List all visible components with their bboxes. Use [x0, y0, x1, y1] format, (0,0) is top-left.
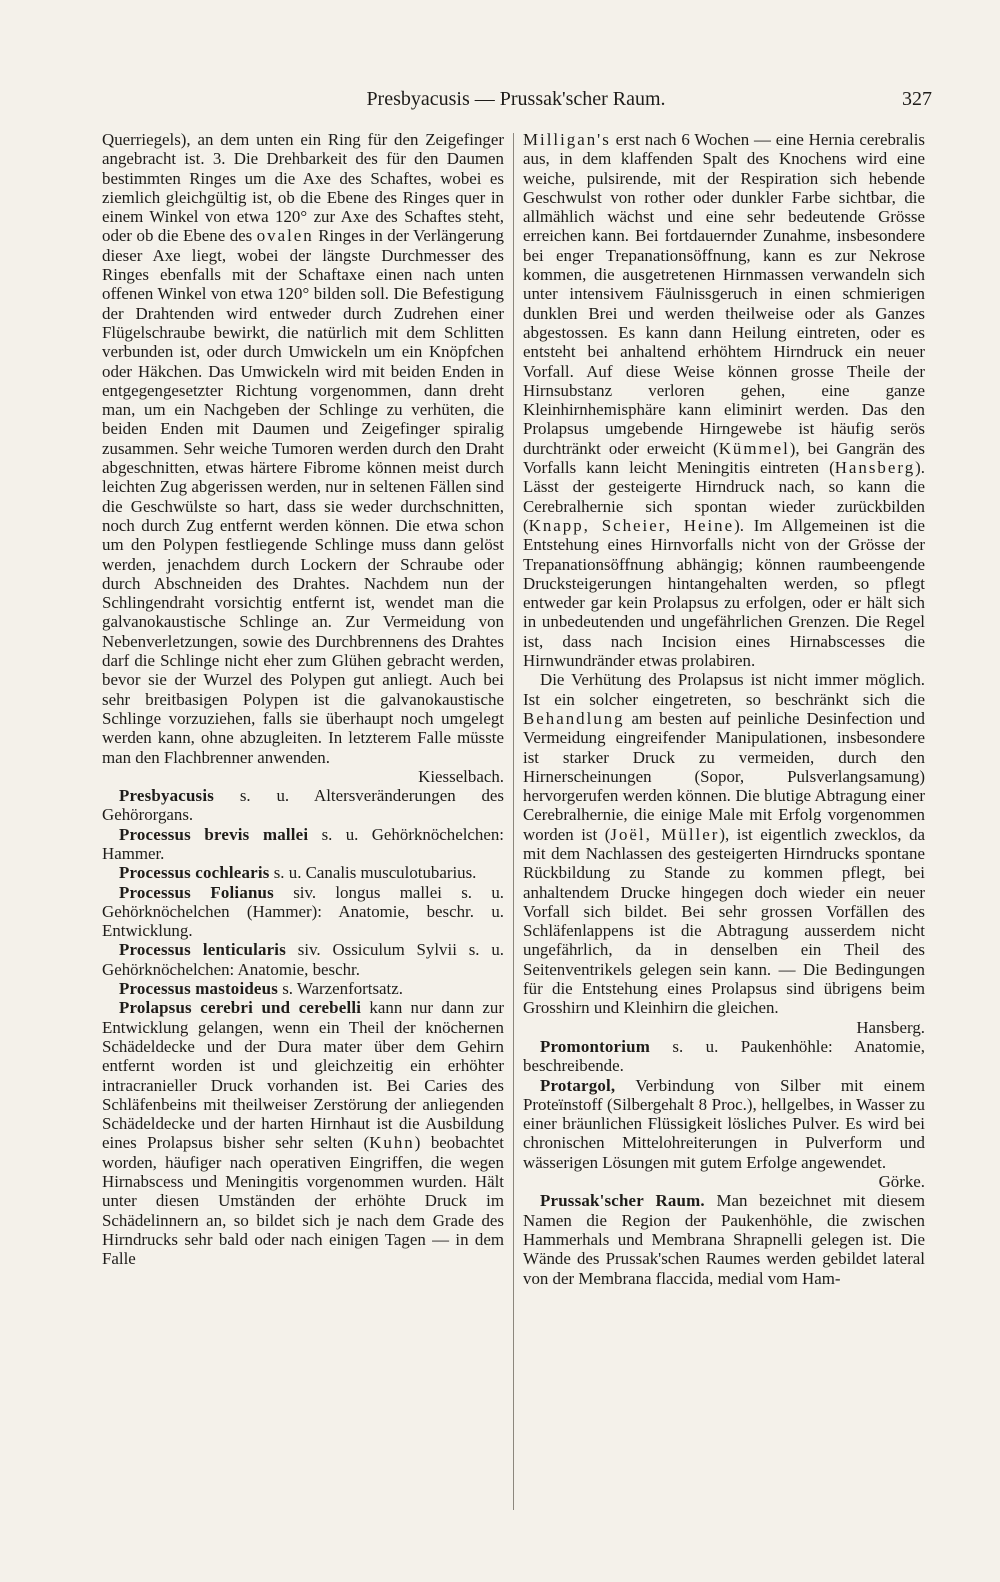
headword: Promontorium	[540, 1036, 650, 1056]
entry-text: Man bezeichnet mit diesem Namen die Region der Paukenhöhle, die zwischen Hammerhals und Membrana Shrapnelli gelegen ist. Die Wände des Prussak'schen Raumes werden gebildet lateral von der Membrana flaccida, medial vom Ham-	[523, 1191, 925, 1288]
headword: Prolapsus cerebri und cerebelli	[119, 998, 362, 1018]
running-title: Presbyacusis — Prussak'scher Raum.	[366, 88, 666, 110]
author-signature: Hansberg.	[856, 1017, 925, 1037]
headword: Protargol,	[540, 1075, 616, 1095]
body-text: Die Verhütung des Prolapsus ist nicht immer möglich. Ist ein solcher eingetreten, so beschränkt sich die	[523, 670, 925, 709]
body-text: am besten auf peinliche Desinfection und Vermeidung eingreifender Manipulationen, insbesondere ist starker Druck zu vermeiden, durch den Hirnerscheinungen (Sopor, Pulsverlangsamung) hervorgerufen werden können. Die blutige Abtragung einer Cerebralhernie, die einige Male mit Erfolg vorgenommen worden ist (	[523, 708, 925, 844]
body-text: Ringes in der Verlängerung dieser Axe liegt, wobei der längste Durchmesser des Ringes ebenfalls mit der Schaftaxe einen nach unten offenen Winkel von etwa 120° bilden soll. Die Befestigung der Drahtenden wird entweder durch Zudrehen einer Flügelschraube bewirkt, die natürlich mit dem Schlitten verbunden ist, oder durch Umwickeln um ein Knöpfchen oder Häkchen. Das Umwickeln wird mit beiden Enden in entgegengesetzter Richtung vorgenommen, dann dreht man, um ein Nachgeben der Schlinge zu verhüten, die beiden Enden mit Daumen und Zeigefinger spiralig zusammen. Sehr weiche Tumoren werden durch den Draht abgeschnitten, etwas härtere Fibrome können meist durch leichten Zug abgerissen werden, nur in seltenen Fällen sind die Geschwülste so hart, dass sie weder durchschnitten, noch durch Zug entfernt werden können. Die etwa schon um den Polypen festliegende Schlinge muss dann gelöst werden, jenachdem durch Lockern der Schraube oder durch Abschneiden des Drahtes. Nachdem nun der Schlingendraht vorsichtig entfernt ist, wendet man die galvanokaustische Schlinge an. Zur Vermeidung von Nebenverletzungen, sowie des Durchbrennens des Drahtes darf die Schlinge nicht eher zum Glühen gebracht werden, bevor sie der Wurzel des Polypen gut anliegt. Auch bei sehr breitbasigen Polypen ist die galvanokaustische Schlinge vorzuziehen, falls sie überhaupt noch umgelegt werden kann, ohne abzugleiten. In letzterem Falle müsste man den Flachbrenner anwenden.	[102, 226, 504, 767]
spaced-text: Kuhn	[369, 1133, 415, 1153]
page-number: 327	[902, 88, 932, 110]
spaced-text: Knapp, Scheier, Heine	[528, 515, 735, 535]
spaced-text: Kümmel	[718, 438, 790, 458]
entry-prolapsus-cerebri	[102, 998, 504, 1268]
entry-processus-folianus	[102, 883, 504, 941]
entry-protargol	[523, 1076, 925, 1172]
body-text: ), ist eigentlich zwecklos, da mit dem Nachlassen des gesteigerten Hirndrucks spontane Rückbildung zu Stande zu kommen pflegt, bei anhaltendem Drucke hingegen doch wieder ein neuer Vorfall sich bildet. Bei sehr grossen Vorfällen des Schläfenlappens ist die Abtragung ausserdem nicht ungefährlich, da in denselben ein Theil des Seitenventrikels gelegen sein kann. — Die Bedingungen für die Entstehung eines Prolapsus sind übrigens beim Grosshirn und Kleinhirn die gleichen.	[523, 824, 926, 1018]
headword: Processus brevis mallei	[119, 824, 309, 844]
entry-text: s. Warzenfortsatz.	[278, 979, 403, 999]
spaced-text: ovalen	[256, 226, 314, 246]
entry-text: siv. Ossiculum Sylvii s. u. Gehörknöchelchen: Anatomie, beschr.	[102, 940, 504, 979]
right-column	[523, 130, 925, 1288]
entry-presbyacusis	[102, 786, 504, 825]
spaced-text: Milligan's	[523, 130, 611, 149]
body-text: ). Lässt der gesteigerte Hirndruck nach, so kann die Cerebralhernie sich spontan wieder zurückbilden (	[523, 458, 925, 535]
entry-text: s. u. Paukenhöhle: Anatomie, beschreibende.	[523, 1036, 925, 1076]
entry-text: Verbindung von Silber mit einem Proteïnstoff (Silbergehalt 8 Proc.), hellgelbes, in Wasser zu einer bräunlichen Flüssigkeit lösliches Pulver. Es wird bei chronischen Mittelohreiterungen in Pulverform und wässerigen Lösungen mit gutem Erfolge angewendet.	[523, 1075, 925, 1172]
entry-text: kann nur dann zur Entwicklung gelangen, wenn ein Theil der knöchernen Schädeldecke und der Dura mater über dem Gehirn entfernt worden ist und gleichzeitig ein erhöhter intracranieller Druck vorhanden ist. Bei Caries des Schläfenbeins mit theilweiser Zerstörung der anliegenden Schädeldecke und der harten Hirnhaut ist die Ausbildung eines Prolapsus bisher sehr selten (	[102, 998, 505, 1153]
paragraph-continued	[523, 130, 925, 670]
body-text: ), bei Gangrän des Vorfalls kann leicht Meningitis eintreten (	[523, 438, 925, 478]
running-head	[100, 88, 932, 122]
entry-text: s. u. Altersveränderungen des Gehörorgans.	[102, 786, 504, 825]
paragraph-continued	[102, 130, 504, 767]
entry-processus-cochlearis	[102, 863, 504, 882]
column-divider	[513, 133, 514, 1510]
headword: Processus lenticularis	[119, 940, 286, 960]
entry-processus-mastoideus	[102, 979, 504, 998]
body-text: erst nach 6 Wochen — eine Hernia cerebralis aus, in dem klaffenden Spalt des Knochens wird eine weiche, pulsirende, mit der Respiration sich hebende Geschwulst von rother oder dunkler Farbe sichtbar, die allmählich wächst und eine sehr bedeutende Grösse erreichen kann. Bei fortdauernder Zunahme, insbesondere bei enger Trepanationsöffnung, kann es zur Nekrose kommen, die ausgetretenen Hirnmassen verwandeln sich unter intensivem Fäulnissgeruch in einen schmierigen dunklen Brei und werden theilweise oder als Ganzes abgestossen. Es kann dann Heilung eintreten, oder es entsteht bei anhaltend erhöhtem Hirndruck ein neuer Vorfall. Auf diese Weise können grosse Theile der Hirnsubstanz verloren gehen, eine ganze Kleinhirnhemisphäre kann eliminirt werden. Das den Prolapsus umgebende Hirngewebe ist häufig serös durchtränkt oder erweicht (	[523, 130, 925, 458]
author-signature: Kiesselbach.	[418, 766, 504, 786]
headword: Processus mastoideus	[119, 979, 278, 999]
headword: Processus cochlearis	[119, 863, 270, 883]
headword: Processus Folianus	[119, 882, 274, 902]
entry-text: s. u. Gehörknöchelchen: Hammer.	[102, 824, 504, 863]
entry-text: siv. longus mallei s. u. Gehörknöchelchen (Hammer): Anatomie, beschr. u. Entwicklung.	[102, 882, 504, 941]
entry-processus-lenticularis	[102, 940, 504, 979]
spaced-text: Behandlung	[523, 708, 625, 728]
body-text: ). Im Allgemeinen ist die Entstehung eines Hirnvorfalls nicht von der Grösse der Trepanationsöffnung abhängig; können raumbeengende Drucksteigerungen hintangehalten werden, so pflegt entweder gar kein Prolapsus zu erfolgen, oder er hält sich in unbedeutenden und ungefährlichen Grenzen. Die Regel ist, dass nach Incision eines Hirnabscesses die Hirnwundränder etwas prolabiren.	[523, 515, 925, 671]
author-signature: Görke.	[878, 1172, 925, 1192]
spaced-text: Hansberg	[834, 458, 916, 478]
entry-promontorium	[523, 1037, 925, 1076]
entry-text: s. u. Canalis musculotubarius.	[269, 863, 477, 883]
spaced-text: Joël, Müller	[610, 824, 720, 844]
headword: Prussak'scher Raum.	[540, 1191, 705, 1211]
paragraph	[523, 670, 925, 1017]
body-text: Querriegels), an dem unten ein Ring für den Zeigefinger angebracht ist. 3. Die Drehbarkeit des für den Daumen bestimmten Ringes um die Axe des Schaftes, wobei es ziemlich gleichgültig ist, ob die Ebene des Ringes quer in einem Winkel von etwa 120° zur Axe des Schaftes steht, oder ob die Ebene des	[102, 130, 504, 246]
entry-prussak-raum	[523, 1191, 925, 1287]
headword: Presbyacusis	[119, 786, 214, 806]
entry-text: ) beobachtet worden, häufiger nach operativen Eingriffen, die wegen Hirnabscess und Meningitis vorgenommen wurden. Hält unter diesen Umständen der erhöhte Druck im Schädelinnern an, so bildet sich je nach dem Grade des Hirndrucks sehr bald oder nach einigen Tagen — in dem Falle	[102, 1133, 504, 1269]
left-column	[102, 130, 504, 1269]
entry-processus-brevis	[102, 825, 504, 864]
